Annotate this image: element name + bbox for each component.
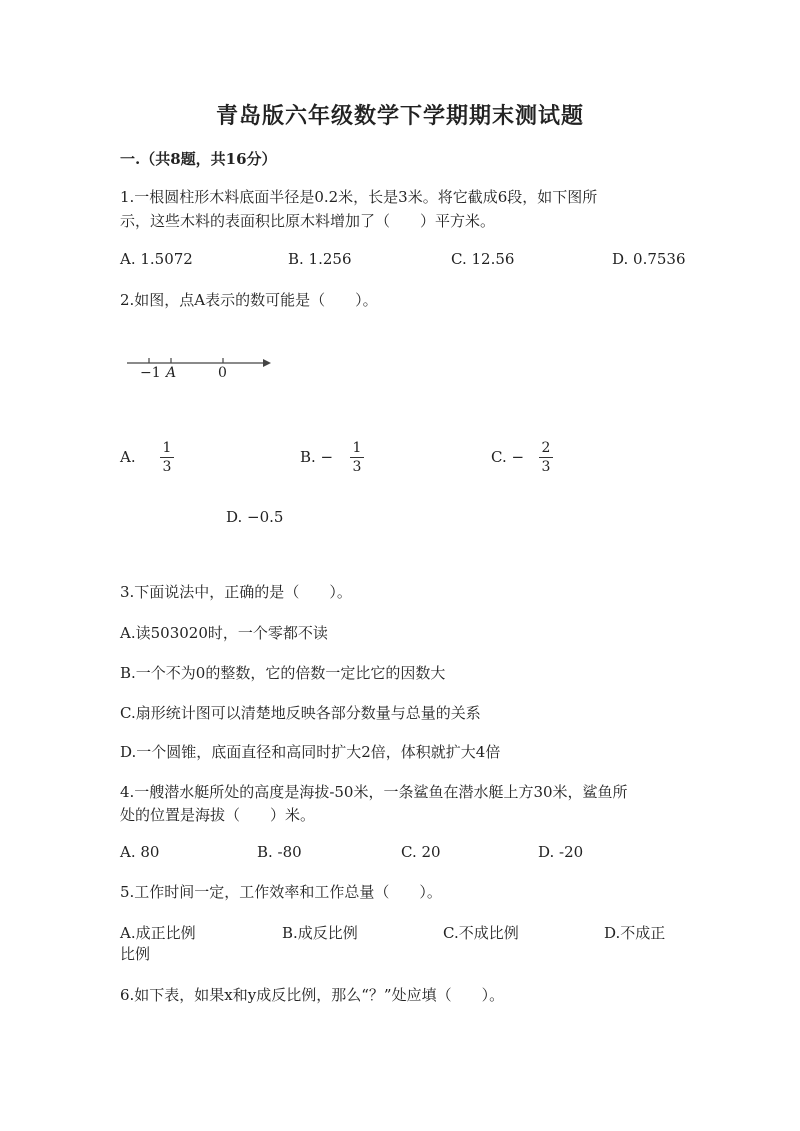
question-5-option-c: C.不成比例 [443,924,519,942]
question-1-line1: 1.一根圆柱形木料底面半径是0.2米，长是3米。将它截成6段，如下图所 [120,188,598,206]
number-line-label-a: A [166,365,177,381]
fraction-numerator: 2 [541,440,551,456]
question-2-stem: 2.如图，点A表示的数可能是（ ）。 [120,291,378,309]
question-3-option-d: D.一个圆锥，底面直径和高同时扩大2倍，体积就扩大4倍 [120,743,501,761]
question-5-option-d: D.不成正 [604,924,666,942]
question-5-option-a: A.成正比例 [120,924,196,942]
fraction-denominator: 3 [352,459,362,475]
fraction-denominator: 3 [162,459,172,475]
number-line-arrow-icon [263,359,271,367]
page-title: 青岛版六年级数学下学期期末测试题 [215,103,584,129]
number-line-label-zero: 0 [218,365,227,381]
question-3-stem: 3.下面说法中，正确的是（ ）。 [120,583,352,601]
question-2-option-a-prefix: A. [120,448,136,466]
section-heading: 一.（共8题，共16分） [120,150,277,168]
question-5-option-d-wrap: 比例 [120,945,151,963]
fraction-numerator: 1 [162,440,172,456]
question-4-option-a: A. 80 [120,843,160,861]
number-line-label-minus-one: −1 [140,365,161,381]
fraction-bar [539,457,553,458]
question-1-option-a: A. 1.5072 [120,250,193,268]
question-4-option-b: B. -80 [257,843,302,861]
fraction-bar [160,457,174,458]
question-1-option-b: B. 1.256 [288,250,352,268]
question-2-option-d: D. −0.5 [226,508,284,526]
question-4-option-d: D. -20 [538,843,584,861]
question-4-line2: 处的位置是海拔（ ）米。 [120,806,316,824]
question-5-option-b: B.成反比例 [282,924,358,942]
question-3-option-c: C.扇形统计图可以清楚地反映各部分数量与总量的关系 [120,704,481,722]
question-5-stem: 5.工作时间一定，工作效率和工作总量（ ）。 [120,883,442,901]
fraction-denominator: 3 [541,459,551,475]
question-1-option-d: D. 0.7536 [612,250,686,268]
question-6-stem: 6.如下表，如果x和y成反比例，那么“？”处应填（ ）。 [120,986,505,1004]
question-1-line2: 示，这些木料的表面积比原木料增加了（ ）平方米。 [120,212,496,230]
question-4-line1: 4.一艘潜水艇所处的高度是海拔-50米，一条鲨鱼在潜水艇上方30米，鲨鱼所 [120,783,628,801]
question-2-option-c-fraction [538,440,554,475]
fraction-numerator: 1 [352,440,362,456]
question-2-option-a-fraction [159,440,175,475]
question-4-option-c: C. 20 [401,843,441,861]
fraction-bar [350,457,364,458]
question-3-option-a: A.读503020时，一个零都不读 [120,624,328,642]
question-2-option-b-prefix: B. − [300,448,334,466]
question-3-option-b: B.一个不为0的整数，它的倍数一定比它的因数大 [120,664,446,682]
question-2-option-b-fraction [349,440,365,475]
question-1-option-c: C. 12.56 [451,250,515,268]
question-2-option-c-prefix: C. − [491,448,525,466]
